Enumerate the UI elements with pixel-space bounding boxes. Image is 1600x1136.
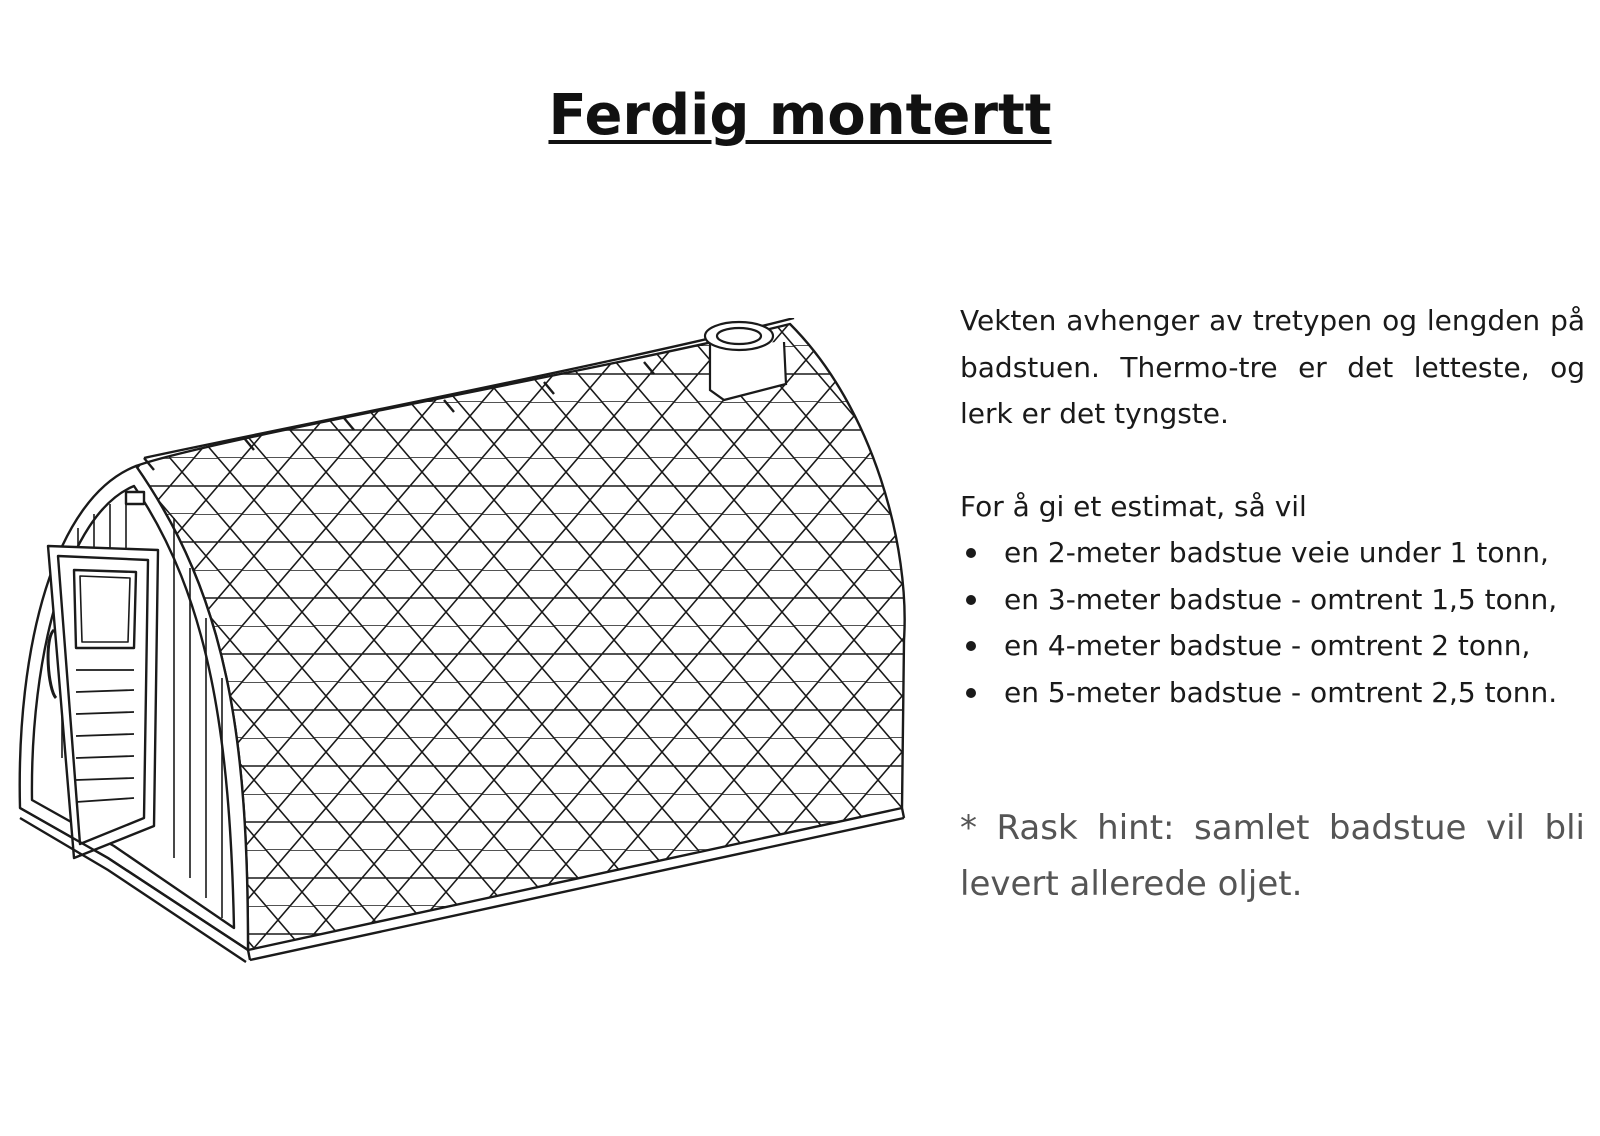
bullet-icon — [966, 641, 976, 651]
description-block — [960, 298, 1585, 716]
roof-shingles — [136, 324, 905, 950]
bullet-icon — [966, 548, 976, 558]
sauna-illustration — [14, 318, 914, 978]
estimate-list — [960, 530, 1585, 716]
delivery-hint: * Rask hint: samlet badstue vil bli levert allerede oljet. — [960, 808, 1585, 904]
bullet-icon — [966, 688, 976, 698]
list-item-text: en 4-meter badstue - omtrent 2 tonn, — [1004, 629, 1531, 662]
list-item-text: en 2-meter badstue veie under 1 tonn, — [1004, 536, 1549, 569]
list-item — [960, 577, 1585, 624]
list-item — [960, 670, 1585, 717]
list-item — [960, 530, 1585, 577]
list-item-text: en 3-meter badstue - omtrent 1,5 tonn, — [1004, 582, 1558, 616]
page-title — [0, 78, 1600, 154]
estimate-intro: For å gi et estimat, så vil — [960, 489, 1307, 523]
list-item — [960, 623, 1585, 670]
page-title-text: Ferdig montertt — [548, 83, 1052, 148]
weight-paragraph: Vekten avhenger av tretypen og lengden på badstuen. Thermo-tre er det letteste, og lerk er det tyngste. — [960, 304, 1585, 430]
list-item-text: en 5-meter badstue - omtrent 2,5 tonn. — [1004, 675, 1558, 709]
bullet-icon — [966, 595, 976, 605]
